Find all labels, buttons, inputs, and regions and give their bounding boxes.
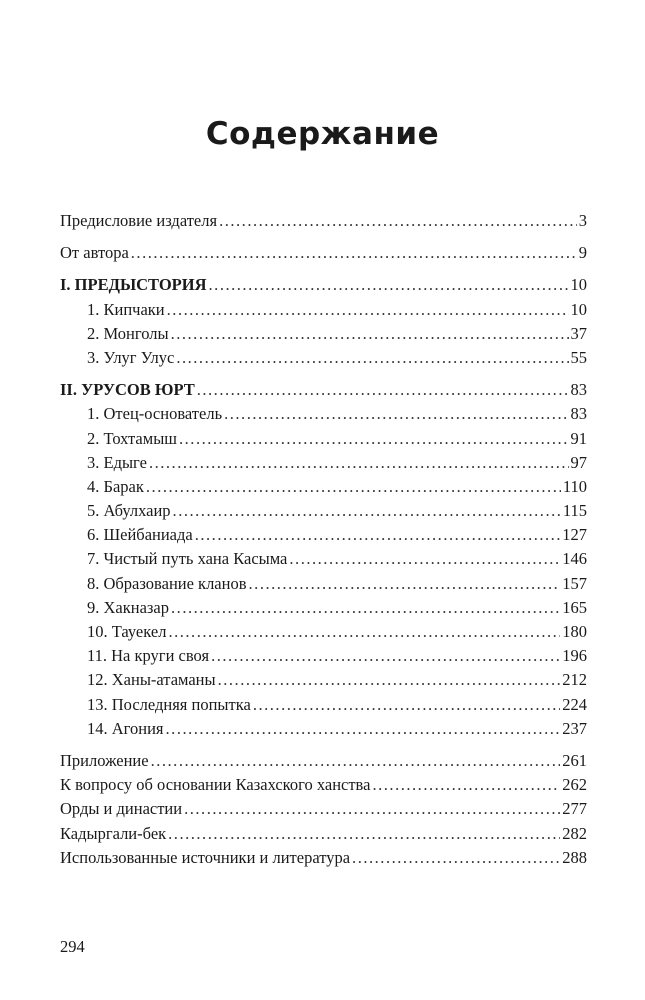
dot-leader [167,298,569,322]
toc-entry-page: 157 [562,573,587,593]
toc-entry-label: 14. Агония [87,718,164,738]
toc-entry-label: Приложение [60,750,149,770]
toc-chapter-entry [60,596,587,620]
toc-entry-page: 127 [562,525,587,545]
toc-chapter-entry [60,523,587,547]
toc-entry-page: 10 [570,299,587,319]
toc-entry-label: 13. Последняя попытка [87,694,251,714]
toc-entry-label: 7. Чистый путь хана Касыма [87,549,288,569]
toc-entry-page: 212 [562,670,587,690]
dot-leader [146,475,561,499]
toc-section-entry [60,378,587,402]
toc-entry-page: 180 [562,622,587,641]
toc-entry-page: 10 [570,275,587,295]
toc-entry-label: 3. Едыге [87,452,147,472]
toc-entry-page: 37 [570,323,587,343]
dot-leader [168,822,560,846]
toc-chapter-entry [60,427,587,451]
toc-entry-page: 9 [578,243,587,263]
toc-entry-page: 196 [562,646,587,666]
toc-entry-label: От автора [60,243,129,263]
dot-leader [352,846,560,870]
dot-leader [168,620,560,644]
toc-entry-page: 165 [562,597,587,617]
toc-group [60,273,587,370]
toc-entry [60,209,587,233]
toc-entry [60,241,587,265]
toc-entry-label: 3. Улуг Улус [87,347,175,367]
toc-entry-page: 3 [578,211,587,230]
toc-entry-page: 83 [570,404,587,424]
toc-entry-page: 224 [562,694,587,714]
toc-entry-page: 282 [562,823,587,843]
toc-entry-label: 10. Тауекел [87,622,167,641]
toc-entry-page: 277 [562,799,587,819]
dot-leader [253,693,560,717]
toc-entry-label: Кадыргали-бек [60,823,167,843]
toc-chapter-entry [60,346,587,370]
toc-entry-label: 8. Образование кланов [87,573,247,593]
toc-chapter-entry [60,499,587,523]
toc-entry-label: 11. На круги своя [87,646,210,666]
toc-entry-page: 97 [570,452,587,472]
toc-entry-label: Орды и династии [60,799,183,819]
table-of-contents [60,209,587,878]
toc-entry-page: 83 [570,380,587,400]
toc-entry-page: 115 [562,501,587,521]
dot-leader [195,523,561,547]
toc-group [60,378,587,741]
page-title: Содержание [205,116,440,152]
toc-chapter-entry [60,644,587,668]
toc-entry-page: 110 [562,476,587,496]
toc-entry-label: 2. Тохтамыш [87,428,177,448]
toc-entry-page: 261 [562,750,587,770]
dot-leader [218,668,561,692]
page-number: 294 [60,937,85,956]
dot-leader [131,241,577,265]
dot-leader [149,451,569,475]
dot-leader [176,346,568,370]
toc-entry-label: 9. Хакназар [87,597,170,617]
toc-entry-page: 288 [562,847,587,867]
toc-chapter-entry [60,717,587,741]
toc-entry-page: 262 [562,775,587,795]
dot-leader [224,402,568,426]
toc-entry-label: II. УРУСОВ ЮРТ [60,380,195,400]
toc-entry-label: 12. Ханы-атаманы [87,670,216,690]
toc-chapter-entry [60,668,587,692]
dot-leader [151,749,561,773]
dot-leader [219,209,577,233]
toc-entry-label: Предисловие издателя [60,211,218,230]
toc-entry [60,749,587,773]
dot-leader [166,717,561,741]
toc-entry [60,846,587,870]
toc-entry-label: 4. Барак [87,476,144,496]
toc-entry-label: К вопросу об основании Казахского ханства [60,775,371,795]
dot-leader [171,596,560,620]
toc-entry-page: 146 [562,549,587,569]
toc-chapter-entry [60,547,587,571]
toc-group [60,749,587,870]
toc-chapter-entry [60,322,587,346]
toc-entry [60,773,587,797]
dot-leader [289,547,560,571]
dot-leader [171,322,569,346]
toc-group [60,241,587,265]
toc-entry-page: 91 [570,428,587,448]
toc-section-entry [60,273,587,297]
toc-entry-label: 1. Кипчаки [87,299,165,319]
toc-entry-label: 5. Абулхаир [87,501,171,521]
dot-leader [211,644,560,668]
dot-leader [372,773,560,797]
dot-leader [209,273,569,297]
toc-entry-label: 6. Шейбаниада [87,525,193,545]
toc-entry [60,797,587,821]
toc-entry-page: 237 [562,718,587,738]
toc-entry-label: 2. Монголы [87,323,169,343]
toc-chapter-entry [60,693,587,717]
toc-chapter-entry [60,402,587,426]
toc-entry-label: 1. Отец-основатель [87,404,223,424]
dot-leader [249,572,561,596]
dot-leader [184,797,560,821]
dot-leader [179,427,569,451]
toc-entry-label: I. ПРЕДЫСТОРИЯ [60,275,207,295]
toc-chapter-entry [60,298,587,322]
toc-entry-page: 55 [570,347,587,367]
toc-chapter-entry [60,620,587,644]
dot-leader [197,378,569,402]
toc-group [60,209,587,233]
toc-entry-label: Использованные источники и литература [60,847,351,867]
toc-entry [60,822,587,846]
toc-chapter-entry [60,572,587,596]
toc-chapter-entry [60,475,587,499]
dot-leader [173,499,561,523]
toc-chapter-entry [60,451,587,475]
